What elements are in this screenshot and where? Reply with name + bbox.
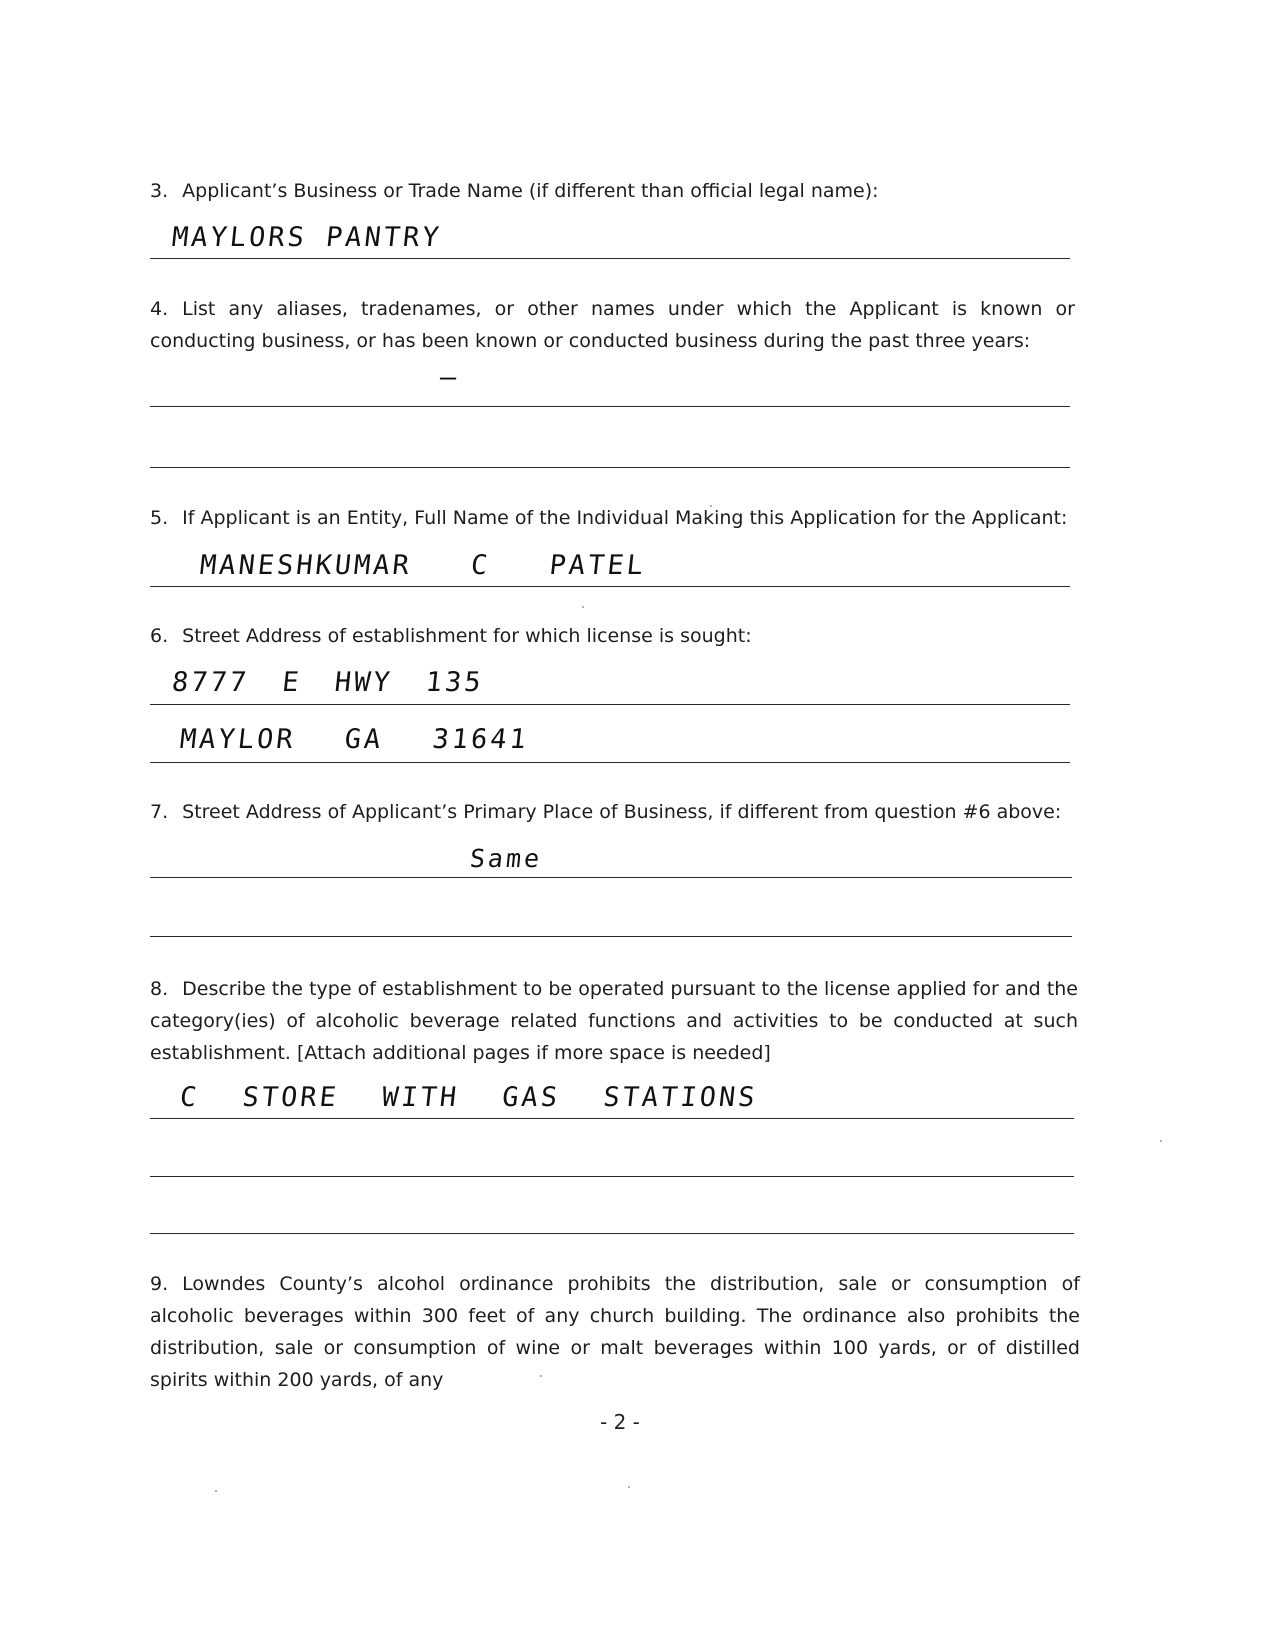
question-7 <box>150 796 1080 828</box>
answer-line <box>150 762 1070 763</box>
question-text: If Applicant is an Entity, Full Name of the Individual Making this Application for the Applicant: <box>182 507 1068 529</box>
answer-line <box>150 406 1070 407</box>
scan-speck <box>582 606 584 608</box>
question-number: 6. <box>150 625 169 647</box>
answer-individual-name[interactable]: MANESHKUMAR C PATEL <box>198 550 648 581</box>
scan-speck <box>710 505 712 507</box>
answer-street-address[interactable]: 8777 E HWY 135 <box>170 667 486 698</box>
scan-speck <box>540 1375 542 1377</box>
answer-line <box>150 704 1070 705</box>
question-text: Describe the type of establishment to be operated pursuant to the license applied for and the category(ies) of alcoholic beverage related functions and activities to be conducted at such establishment. [Attach additional pages if more space is needed] <box>150 978 1078 1064</box>
answer-line <box>150 467 1070 468</box>
answer-line <box>150 1233 1074 1234</box>
answer-line <box>150 586 1070 587</box>
scan-speck <box>1160 1140 1162 1142</box>
question-6 <box>150 620 1080 652</box>
question-text: Applicant’s Business or Trade Name (if different than official legal name): <box>182 180 879 202</box>
answer-establishment-type[interactable]: C STORE WITH GAS STATIONS <box>178 1082 760 1113</box>
question-text: Street Address of Applicant’s Primary Place of Business, if different from question #6 above: <box>182 801 1062 823</box>
answer-business-name[interactable]: MAYLORS PANTRY <box>170 222 444 253</box>
answer-line <box>150 258 1070 259</box>
question-number: 4. <box>150 298 169 320</box>
question-5 <box>150 502 1080 534</box>
question-number: 5. <box>150 507 169 529</box>
scan-speck <box>628 1486 630 1488</box>
answer-line <box>150 1176 1074 1177</box>
question-4 <box>150 293 1075 357</box>
question-text: List any aliases, tradenames, or other names under which the Applicant is known or conducting business, or has been known or conducted business during the past three years: <box>150 298 1075 352</box>
question-3 <box>150 175 1080 207</box>
question-text: Lowndes County’s alcohol ordinance prohibits the distribution, sale or consumption of alcoholic beverages within 300 feet of any church building. The ordinance also prohibits the distribution, sale or consumption of wine or malt beverages within 100 yards, or of distilled spirits within 200 yards, of any <box>150 1273 1080 1391</box>
question-8 <box>150 973 1078 1069</box>
question-number: 9. <box>150 1273 169 1295</box>
answer-primary-place[interactable]: Same <box>468 844 544 873</box>
page-number: - 2 - <box>600 1410 640 1434</box>
question-text: Street Address of establishment for which license is sought: <box>182 625 752 647</box>
question-number: 7. <box>150 801 169 823</box>
answer-city-state-zip[interactable]: MAYLOR GA 31641 <box>178 724 531 755</box>
question-9 <box>150 1268 1080 1396</box>
answer-line <box>150 1118 1074 1119</box>
question-number: 3. <box>150 180 169 202</box>
answer-aliases[interactable]: — <box>438 362 461 393</box>
scan-speck <box>215 1490 217 1492</box>
answer-line <box>150 877 1072 878</box>
question-number: 8. <box>150 978 169 1000</box>
answer-line <box>150 936 1072 937</box>
